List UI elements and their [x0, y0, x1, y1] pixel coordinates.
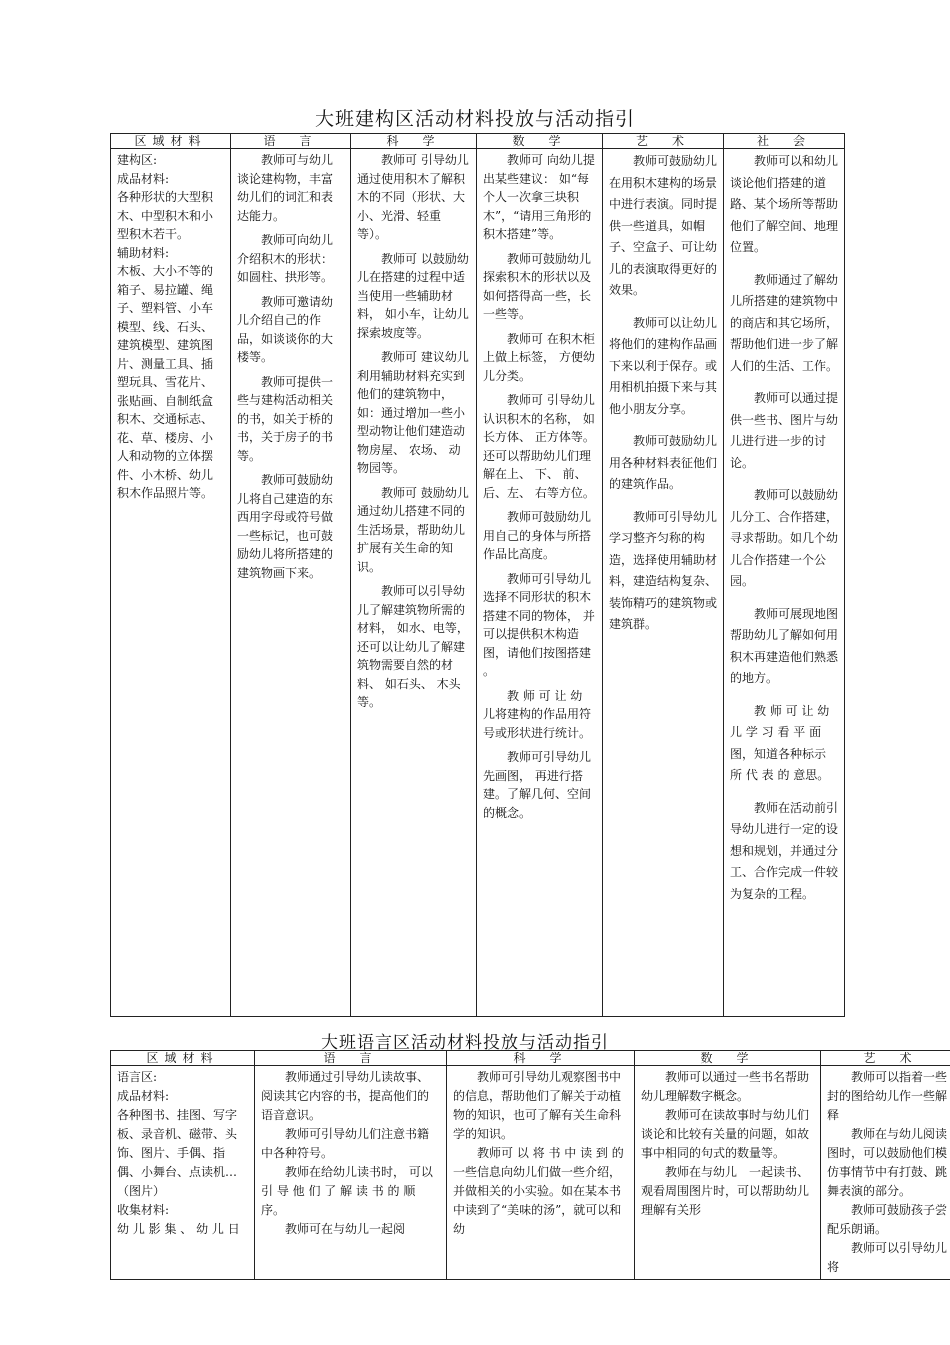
paragraph: 教师可在与幼儿一起阅	[285, 1222, 406, 1236]
paragraph: 教师可以引导幼儿将	[827, 1241, 948, 1274]
paragraph: 教师可 建议幼儿利用辅助材料充实到他们的建筑物中， 如：通过增加一些小型动物让他们建造动物房屋、 农场、 动物园等。	[357, 350, 469, 475]
paragraph: 各种图书、挂图、写字板、录音机、磁带、头饰、图片、手偶、指偶、小舞台、点读机…（图片）	[117, 1108, 238, 1198]
paragraph: 教师可鼓励幼儿探索积木的形状以及如何搭得高一些，长一些等。	[483, 251, 592, 321]
paragraph: 教师可引导幼儿学习整齐匀称的构造，选择使用辅助材料，建造结构复杂、装饰精巧的建筑物或建筑群。	[609, 509, 718, 631]
paragraph: 教师可与幼儿谈论建构物，丰富幼儿们的词汇和表达能力。	[237, 153, 334, 223]
header-materials: 区域材料	[111, 134, 231, 149]
paragraph: 教师可鼓励孩子尝配乐朗诵。	[827, 1203, 948, 1236]
paragraph: 教师通过引导幼儿读故事、阅读其它内容的书，提高他们的语音意识。	[261, 1070, 430, 1122]
social-cell	[724, 149, 845, 1017]
paragraph: 教师可邀请幼儿介绍自己的作品，如谈谈你的大楼等。	[237, 294, 334, 364]
language-cell	[255, 1066, 447, 1280]
science-cell	[351, 149, 477, 1017]
paragraph: 木板、大小不等的箱子、易拉罐、绳子、塑料管、小车模型、线、石头、建筑模型、建筑图片、测量工具、插塑玩具、雪花片、张贴画、自制纸盒积木、交通标志、花、草、楼房、小人和动物的立体摆件、小木桥、幼儿积木作品照片等。	[117, 264, 214, 500]
paragraph: 各种形状的大型积木、中型积木和小型积木若干。	[117, 190, 214, 241]
paragraph: 教师可 鼓励幼儿通过幼儿搭建不同的生活场景，帮助幼儿扩展有关生命的知识。	[357, 485, 469, 574]
paragraph: 教师在活动前引导幼儿进行一定的设想和规划，并通过分工、合作完成一件较为复杂的工程。	[730, 800, 839, 901]
paragraph: 教师可以通过提供一些书、图片与幼儿进行进一步的讨论。	[730, 391, 839, 470]
paragraph: 教师可鼓励幼儿将自己建造的东西用字母或符号做一些标记，也可鼓励幼儿将所搭建的建筑物画下来。	[237, 473, 334, 580]
table-header-row	[111, 134, 845, 149]
paragraph: 教师可引导幼儿观察图书中的信息，帮助他们了解关于动植物的知识，也可了解有关生命科学的知识。	[453, 1070, 622, 1141]
header-materials: 区域材料	[111, 1051, 255, 1066]
paragraph: 语言区:	[117, 1070, 158, 1084]
paragraph: 建构区:	[117, 153, 158, 167]
paragraph: 成品材料:	[117, 1089, 170, 1103]
paragraph: 教师可 以鼓励幼儿在搭建的过程中适当使用一些辅助材料， 如小车，让幼儿探索坡度等。	[357, 251, 469, 340]
header-science: 科 学	[351, 134, 477, 149]
math-cell	[477, 149, 603, 1017]
table-header-row	[111, 1051, 950, 1066]
paragraph: 教 师 可 让 幼 儿将建构的作品用符号或形状进行统计。	[483, 688, 592, 740]
art-cell	[821, 1066, 950, 1280]
paragraph: 教师可向幼儿介绍积木的形状：如圆柱、拱形等。	[237, 233, 334, 284]
page-title: 大班建构区活动材料投放与活动指引	[314, 108, 635, 130]
header-math: 数 学	[477, 134, 603, 149]
paragraph: 教师可 引导幼儿通过使用积木了解积木的不同（形状、大小、光滑、轻重等）。	[357, 153, 469, 241]
paragraph: 教师可 以 将 书 中 读 到 的一些信息向幼儿们做一些介绍，并做相关的小实验。如在某本书中读到了“美味的汤”，就可以和幼	[453, 1146, 624, 1236]
math-cell	[635, 1066, 821, 1280]
paragraph: 收集材料:	[117, 1203, 170, 1217]
paragraph: 教师可提供一些与建构活动相关的书，如关于桥的书，关于房子的书等。	[237, 374, 334, 463]
paragraph: 教师可 引导幼儿认识积木的名称， 如长方体、 正方体等。还可以帮助幼儿们理解在上、 下、 前、 后、左、 右等方位。	[483, 393, 595, 500]
paragraph: 教师在与幼儿阅读图时，可以鼓励他们模仿事情节中有打鼓、跳舞表演的部分。	[827, 1127, 948, 1198]
paragraph: 教师可以让幼儿将他们的建构作品画下来以利于保存。或用相机拍摄下来与其他小朋友分享。	[609, 315, 718, 416]
materials-cell	[111, 1066, 255, 1280]
header-social: 社 会	[724, 134, 845, 149]
paragraph: 教师可引导幼儿选择不同形状的积木搭建不同的物体， 并可以提供积木构造图，请他们按图搭建 。	[483, 571, 595, 678]
language-cell	[231, 149, 351, 1017]
paragraph: 幼 儿 影 集 、 幼 儿 日	[117, 1222, 240, 1236]
header-math: 数 学	[635, 1051, 821, 1066]
paragraph: 教师在与幼儿 一起读书、观看周围图片时，可以帮助幼儿理解有关形	[641, 1165, 810, 1217]
science-cell	[447, 1066, 635, 1280]
paragraph: 教师可引导幼儿们注意书籍中各种符号。	[261, 1127, 430, 1160]
paragraph: 教 师 可 让 幼 儿 学 习 看 平 面 图，知道各种标示 所 代 表 的 意思。	[730, 703, 830, 782]
header-language: 语 言	[231, 134, 351, 149]
materials-cell	[111, 149, 231, 1017]
header-art: 艺 术	[821, 1051, 950, 1066]
paragraph: 成品材料:	[117, 171, 170, 186]
paragraph: 教师可在读故事时与幼儿们谈论和比较有关量的问题，如故事中相同的句式的数量等。	[641, 1108, 810, 1160]
paragraph: 教师可以鼓励幼儿分工、合作搭建，寻求帮助。如几个幼儿合作搭建一个公园。	[730, 488, 839, 588]
paragraph: 教师可展现地图帮助幼儿了解如何用积木再建造他们熟悉的地方。	[730, 606, 839, 685]
paragraph: 教师可以引导幼儿了解建筑物所需的材料， 如水、电等， 还可以让幼儿了解建筑物需要自然的材料、 如石头、 木头等。	[357, 584, 469, 709]
paragraph: 教师可鼓励幼儿用各种材料表征他们的建筑作品。	[609, 434, 718, 491]
header-language: 语 言	[255, 1051, 447, 1066]
paragraph: 辅助材料:	[117, 245, 170, 260]
paragraph: 教师可 在积木柜上做上标签， 方便幼儿分类。	[483, 331, 595, 383]
paragraph: 教师可以指着一些封的图给幼儿作一些解释	[827, 1070, 948, 1122]
construction-area-table	[110, 133, 845, 1017]
header-science: 科 学	[447, 1051, 635, 1066]
table-row	[111, 149, 845, 1017]
header-art: 艺 术	[603, 134, 724, 149]
paragraph: 教师可鼓励幼儿在用积木建构的场景中进行表演。同时提供一些道具，如帽子、空盒子、可让幼儿的表演取得更好的效果。	[609, 154, 718, 297]
paragraph: 教师在给幼儿读书时， 可以 引 导 他 们 了 解 读 书 的 顺 序。	[261, 1165, 433, 1217]
paragraph: 教师可 向幼儿提出某些建议： 如“每个人一次拿三块积木”，“请用三角形的积木搭建”等。	[483, 153, 595, 241]
language-area-table	[110, 1050, 950, 1280]
table-row	[111, 1066, 950, 1280]
paragraph: 教师可鼓励幼儿用自己的身体与所搭作品比高度。	[483, 510, 592, 561]
paragraph: 教师可以通过一些书名帮助幼儿理解数字概念。	[641, 1070, 810, 1103]
art-cell	[603, 149, 724, 1017]
paragraph: 教师通过了解幼儿所搭建的建筑物中的商店和其它场所，帮助他们进一步了解人们的生活、工作。	[730, 272, 839, 373]
paragraph: 教师可以和幼儿谈论他们搭建的道路、某个场所等帮助他们了解空间、地理位置。	[730, 154, 839, 254]
paragraph: 教师可引导幼儿先画图， 再进行搭建。了解几何、空间的概念。	[483, 750, 592, 820]
section-title: 大班语言区活动材料投放与活动指引	[321, 1033, 609, 1053]
